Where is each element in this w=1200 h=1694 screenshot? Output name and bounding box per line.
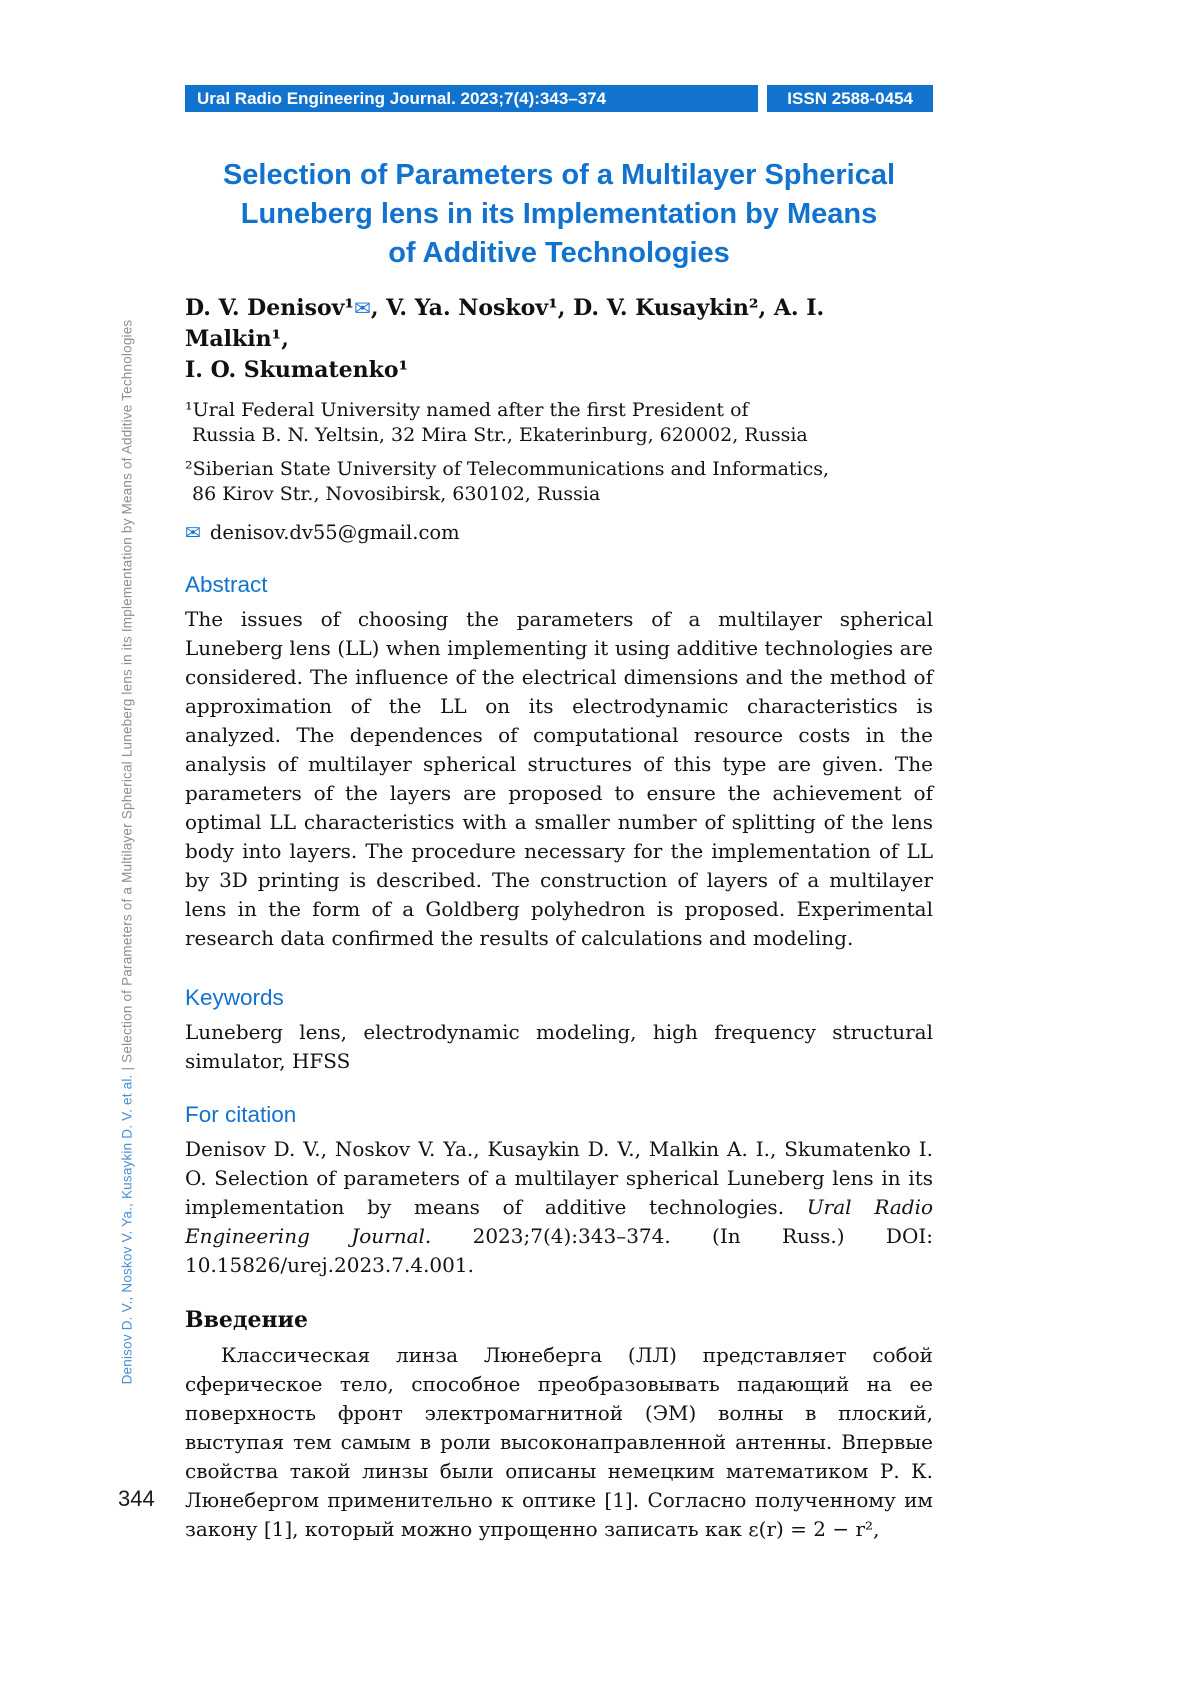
affiliation-2-line-2: 86 Kirov Str., Novosibirsk, 630102, Russia [192, 483, 601, 505]
article-title-line-1: Selection of Parameters of a Multilayer Spherical [222, 159, 896, 191]
journal-header-issn: ISSN 2588-0454 [767, 85, 933, 112]
affiliation-2-line-1: ²Siberian State University of Telecommunications and Informatics, [185, 458, 830, 480]
running-head-vertical [120, 320, 135, 1385]
email-envelope-icon: ✉ [185, 522, 201, 544]
citation-part-1: Denisov D. V., Noskov V. Ya., Kusaykin D. V., Malkin A. I., Skumatenko I. O. Selection of parameters of a multilayer spherical Luneberg lens in its implementation by means of additive technologies. [185, 1137, 933, 1219]
affiliation-1-line-1: ¹Ural Federal University named after the first President of [185, 399, 749, 421]
corresponding-email-row [185, 520, 933, 546]
author-lead: D. V. Denisov¹ [185, 295, 355, 321]
affiliation-1-line-2: Russia B. N. Yeltsin, 32 Mira Str., Ekaterinburg, 620002, Russia [192, 424, 808, 446]
authors-line-1 [185, 293, 933, 355]
authors-line-2: I. O. Skumatenko¹ [185, 357, 409, 383]
article-page [185, 85, 933, 1544]
introduction-paragraph: Классическая линза Люнеберга (ЛЛ) представляет собой сферическое тело, способное преобразовывать падающий на ее поверхность фронт электромагнитной (ЭМ) волны в плоский, выступая тем самым в роли высоконаправленной антенны. Впервые свойства такой линзы были описаны немецким математиком Р. К. Люнебергом применительно к оптике [1]. Согласно полученному им закону [1], который можно упрощенно записать как ε(r) = 2 − r², [185, 1343, 933, 1541]
citation-journal-name: Ural Radio Engineering Journal. [185, 1195, 934, 1248]
journal-header-citation: Ural Radio Engineering Journal. 2023;7(4):343–374 [185, 85, 758, 112]
affiliation-2 [185, 457, 933, 507]
keywords-text: Luneberg lens, electrodynamic modeling, high frequency structural simulator, HFSS [185, 1020, 933, 1073]
article-title-line-2: Luneberg lens in its Implementation by Means [240, 198, 878, 230]
abstract-text: The issues of choosing the parameters of a multilayer spherical Luneberg lens (LL) when implementing it using additive technologies are considered. The influence of the electrical dimensions and the method of approximation of the LL on its electrodynamic characteristics is analyzed. The dependences of computational resource costs in the analysis of multilayer spherical structures of this type are given. The parameters of the layers are proposed to ensure the achievement of optimal LL characteristics with a smaller number of splitting of the lens body into layers. The procedure necessary for the implementation of LL by 3D printing is described. The construction of layers of a multilayer lens in the form of a Goldberg polyhedron is proposed. Experimental research data confirmed the results of calculations and modeling. [185, 607, 933, 950]
abstract-heading: Abstract [185, 572, 268, 597]
citation-text [185, 1135, 933, 1280]
running-head-separator: | [119, 1066, 135, 1071]
introduction-heading: Введение [185, 1307, 308, 1333]
affiliation-1 [185, 398, 933, 448]
page-number: 344 [118, 1486, 155, 1511]
keywords-heading: Keywords [185, 985, 284, 1010]
running-head-title: Selection of Parameters of a Multilayer Spherical Luneberg lens in its Implementation by Means of Additive Technologies [119, 319, 135, 1063]
authors-rest: , V. Ya. Noskov¹, D. V. Kusaykin², A. I. Malkin¹, [185, 295, 825, 352]
for-citation-heading: For citation [185, 1102, 297, 1127]
citation-part-2: 2023;7(4):343–374. (In Russ.) DOI: 10.15826/urej.2023.7.4.001. [185, 1224, 933, 1277]
authors-line [185, 293, 933, 386]
affiliations [185, 398, 933, 507]
email-address: denisov.dv55@gmail.com [209, 521, 460, 544]
running-head-authors: Denisov D. V., Noskov V. Ya., Kusaykin D. V. et al. [119, 1074, 135, 1385]
article-title-line-3: of Additive Technologies [388, 237, 730, 269]
journal-header-bar [185, 85, 933, 112]
corresponding-author-envelope-icon: ✉ [354, 296, 371, 320]
article-title [185, 156, 933, 273]
